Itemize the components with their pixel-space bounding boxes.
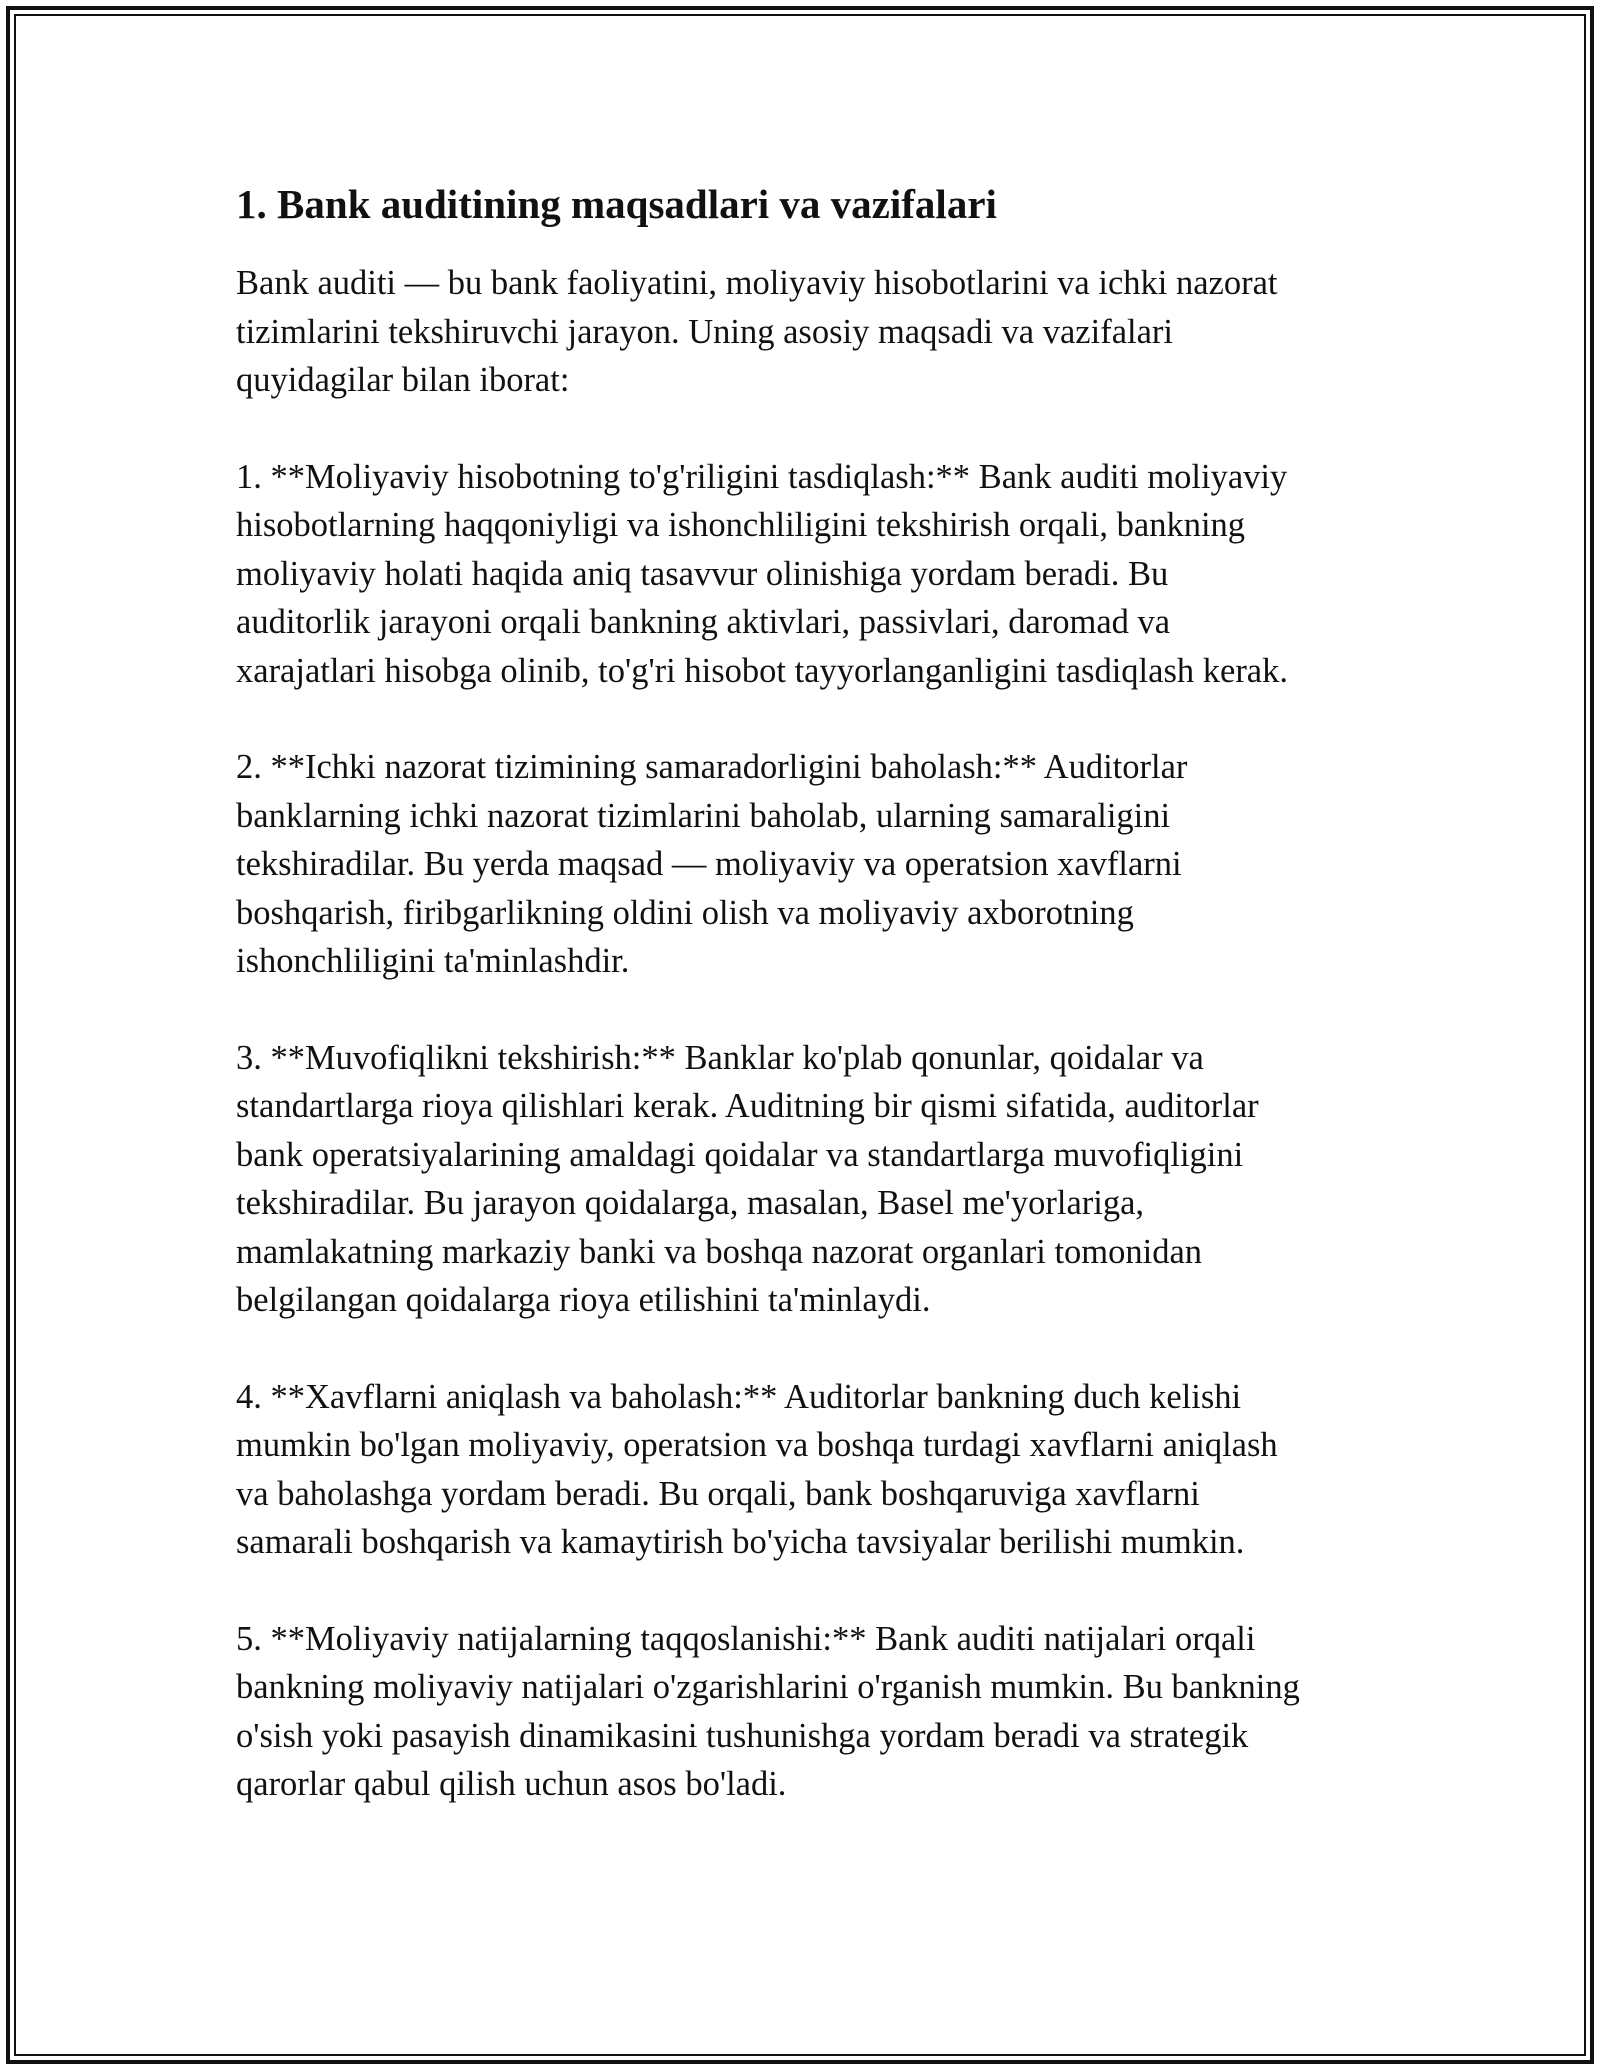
document-body (236, 180, 1386, 1857)
list-item-internal-control: 2. **Ichki nazorat tizimining samaradorligini baholash:** Auditorlar banklarning ichki nazorat tizimlarini baholab, ularning samaraligini tekshiradilar. Bu yerda maqsad — moliyaviy va operatsion xavflarni boshqarish, firibgarlikning oldini olish va moliyaviy axborotning ishonchliligini ta'minlashdir. (236, 748, 1188, 981)
list-item-risk-assessment: 4. **Xavflarni aniqlash va baholash:** Auditorlar bankning duch kelishi mumkin bo'lgan moliyaviy, operatsion va boshqa turdagi xavflarni aniqlash va baholashga yordam beradi. Bu orqali, bank boshqaruviga xavflarni samarali boshqarish va kamaytirish bo'yicha tavsiyalar berilishi mumkin. (236, 1377, 1278, 1562)
list-item-compliance: 3. **Muvofiqlikni tekshirish:** Banklar ko'plab qonunlar, qoidalar va standartlarga rioya qilishlari kerak. Auditning bir qismi sifatida, auditorlar bank operatsiyalarining amaldagi qoidalar va standartlarga muvofiqligini tekshiradilar. Bu jarayon qoidalarga, masalan, Basel me'yorlariga, mamlakatning markaziy banki va boshqa nazorat organlari tomonidan belgilangan qoidalarga rioya etilishini ta'minlaydi. (236, 1038, 1259, 1320)
section-title: 1. Bank auditining maqsadlari va vazifalari (236, 181, 997, 227)
list-item-financial-results: 5. **Moliyaviy natijalarning taqqoslanishi:** Bank auditi natijalari orqali bankning moliyaviy natijalari o'zgarishlarini o'rganish mumkin. Bu bankning o'sish yoki pasayish dinamikasini tushunishga yordam beradi va strategik qarorlar qabul qilish uchun asos bo'ladi. (236, 1619, 1300, 1804)
intro-paragraph: Bank auditi — bu bank faoliyatini, moliyaviy hisobotlarini va ichki nazorat tizimlarini tekshiruvchi jarayon. Uning asosiy maqsadi va vazifalari quyidagilar bilan iborat: (236, 264, 1278, 400)
list-item-financial-reporting: 1. **Moliyaviy hisobotning to'g'riligini tasdiqlash:** Bank auditi moliyaviy hisobotlarning haqqoniyligi va ishonchliligini tekshirish orqali, bankning moliyaviy holati haqida aniq tasavvur olinishiga yordam beradi. Bu auditorlik jarayoni orqali bankning aktivlari, passivlari, daromad va xarajatlari hisobga olinib, to'g'ri hisobot tayyorlanganligini tasdiqlash kerak. (236, 457, 1288, 690)
